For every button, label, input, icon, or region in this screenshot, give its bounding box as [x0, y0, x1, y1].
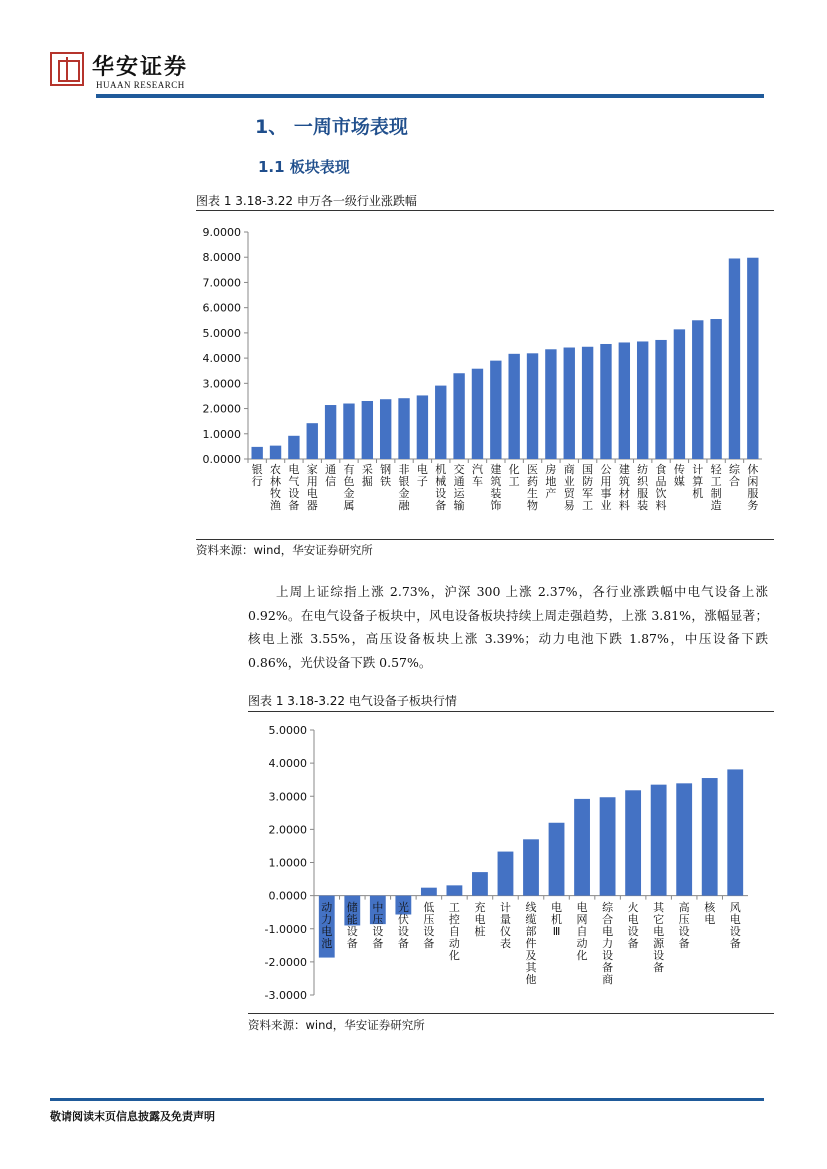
- y-tick-label: -3.0000: [264, 989, 307, 1002]
- bar: [472, 369, 483, 459]
- x-tick-label: 光伏设备: [397, 901, 409, 950]
- x-tick-label: 建筑装饰: [490, 463, 502, 512]
- x-tick-label: 核电: [704, 901, 716, 926]
- bar: [729, 258, 740, 459]
- y-tick-label: 8.0000: [202, 251, 241, 265]
- y-tick-label: 4.0000: [202, 352, 241, 366]
- y-tick-label: 3.0000: [202, 377, 241, 391]
- bar: [637, 341, 648, 459]
- figure2-top-rule: [248, 711, 774, 712]
- bar: [545, 349, 556, 459]
- figure1-bottom-rule: [196, 539, 774, 540]
- x-tick-label: 计量仪表: [499, 901, 511, 950]
- x-tick-label: 综合电力设备商: [602, 901, 614, 986]
- x-tick-label: 汽车: [471, 463, 483, 488]
- figure1-title: 图表 1 3.18-3.22 申万各一级行业涨跌幅: [196, 194, 417, 208]
- x-tick-label: 动力电池: [321, 901, 333, 950]
- bar: [288, 436, 299, 459]
- bar: [655, 340, 666, 459]
- x-tick-label: 有色金属: [343, 463, 355, 512]
- x-tick-label: 建筑材料: [618, 463, 630, 512]
- x-tick-label: 商业贸易: [563, 463, 575, 512]
- x-tick-label: 食品饮料: [655, 463, 667, 512]
- y-tick-label: 1.0000: [268, 856, 307, 870]
- bar: [727, 769, 743, 895]
- x-tick-label: 低压设备: [423, 901, 435, 950]
- x-tick-label: 国防军工: [582, 463, 594, 512]
- y-tick-label: 0.0000: [202, 453, 241, 466]
- figure2-title: 图表 1 3.18-3.22 电气设备子板块行情: [248, 694, 457, 708]
- x-tick-label: 中压设备: [372, 901, 384, 950]
- x-tick-label: 电子: [416, 463, 428, 488]
- x-tick-label: 钢铁: [380, 463, 392, 488]
- figure2-bottom-rule: [248, 1013, 774, 1014]
- x-tick-label: 火电设备: [627, 901, 639, 950]
- bar: [362, 401, 373, 459]
- x-tick-label: 纺织服装: [637, 463, 649, 512]
- bar: [523, 839, 539, 895]
- bar: [600, 797, 616, 895]
- bar: [270, 446, 281, 459]
- brand-logo-icon: [50, 52, 84, 86]
- x-tick-label: 高压设备: [678, 901, 690, 950]
- bar: [508, 354, 519, 459]
- x-tick-label: 计算机: [692, 463, 704, 500]
- y-tick-label: 2.0000: [268, 823, 307, 837]
- y-tick-label: 9.0000: [202, 226, 241, 239]
- x-tick-label: 其它电源设备: [653, 901, 665, 974]
- bar: [527, 353, 538, 459]
- x-tick-label: 线缆部件及其他: [525, 901, 537, 986]
- bar: [582, 347, 593, 459]
- x-tick-label: 农林牧渔: [270, 463, 282, 512]
- bar: [692, 320, 703, 459]
- bar: [307, 423, 318, 459]
- bar: [472, 872, 488, 896]
- bar: [453, 373, 464, 459]
- bar: [619, 342, 630, 459]
- x-tick-label: 工控自动化: [448, 901, 460, 962]
- bar: [251, 447, 262, 459]
- bar: [710, 319, 721, 459]
- brand-name-en: HUAAN RESEARCH: [96, 80, 185, 90]
- x-tick-label: 非银金融: [398, 463, 410, 512]
- header-rule: [96, 94, 764, 98]
- bar: [417, 395, 428, 459]
- x-tick-label: 充电桩: [474, 901, 486, 938]
- bar: [421, 888, 437, 896]
- figure2-chart: [248, 715, 774, 1011]
- x-tick-label: 综合: [728, 463, 740, 488]
- y-tick-label: 5.0000: [202, 326, 241, 340]
- bar: [651, 785, 667, 896]
- subsection-heading: 1.1 板块表现: [258, 158, 350, 176]
- y-tick-label: 5.0000: [268, 724, 307, 737]
- x-tick-label: 传媒: [673, 463, 685, 488]
- bar: [564, 348, 575, 459]
- y-tick-label: 4.0000: [268, 757, 307, 771]
- x-tick-label: 电网自动化: [576, 901, 588, 962]
- x-tick-label: 化工: [508, 463, 520, 488]
- x-tick-label: 银行: [251, 463, 263, 488]
- x-tick-label: 机械设备: [435, 463, 447, 512]
- y-tick-label: 7.0000: [202, 276, 241, 290]
- x-tick-label: 电气设备: [288, 463, 300, 512]
- bar: [398, 398, 409, 459]
- y-tick-label: -1.0000: [264, 922, 307, 936]
- y-tick-label: 0.0000: [268, 889, 307, 903]
- bar: [325, 405, 336, 459]
- x-tick-label: 房地产: [545, 463, 557, 500]
- bar: [674, 329, 685, 459]
- figure1-chart: [196, 214, 774, 538]
- y-tick-label: 3.0000: [268, 790, 307, 804]
- bar: [625, 790, 641, 895]
- x-tick-label: 采掘: [361, 463, 373, 488]
- figure1-top-rule: [196, 210, 774, 211]
- figure2-source: 资料来源：wind，华安证券研究所: [248, 1018, 425, 1032]
- x-tick-label: 轻工制造: [710, 463, 722, 512]
- bar: [498, 852, 514, 896]
- x-tick-label: 公用事业: [600, 463, 612, 512]
- bar: [435, 386, 446, 459]
- y-tick-label: 1.0000: [202, 427, 241, 441]
- x-tick-label: 电机 Ⅲ: [551, 901, 563, 938]
- x-tick-label: 通信: [325, 463, 337, 488]
- bar: [747, 258, 758, 459]
- x-tick-label: 家用电器: [306, 463, 318, 512]
- bar: [702, 778, 718, 896]
- bar: [446, 885, 462, 895]
- y-tick-label: 6.0000: [202, 301, 241, 315]
- section-heading: 1、 一周市场表现: [255, 116, 408, 138]
- x-tick-label: 医药生物: [527, 463, 539, 512]
- brand-name: 华安证券: [92, 54, 189, 80]
- bar: [574, 799, 590, 896]
- body-paragraph: 上周上证综指上涨 2.73%，沪深 300 上涨 2.37%，各行业涨跌幅中电气设备上涨 0.92%。在电气设备子板块中，风电设备板块持续上周走强趋势，上涨 3.81%，涨幅显著；核电上涨 3.55%，高压设备板块上涨 3.39%；动力电池下跌 1.87%，中压设备下跌 0.86%，光伏设备下跌 0.57%。: [248, 584, 768, 670]
- x-tick-label: 储能设备: [346, 901, 358, 950]
- figure1-source: 资料来源：wind，华安证券研究所: [196, 543, 373, 557]
- bar: [600, 344, 611, 459]
- bar: [549, 823, 565, 896]
- bar: [490, 361, 501, 459]
- footer-rule: [50, 1098, 764, 1101]
- x-tick-label: 风电设备: [729, 901, 741, 950]
- bar: [380, 399, 391, 459]
- y-tick-label: -2.0000: [264, 955, 307, 969]
- disclaimer-footer: 敬请阅读末页信息披露及免责声明: [50, 1110, 215, 1123]
- y-tick-label: 2.0000: [202, 402, 241, 416]
- x-tick-label: 交通运输: [453, 463, 465, 512]
- bar: [343, 404, 354, 459]
- bar: [676, 783, 692, 895]
- x-tick-label: 休闲服务: [747, 463, 759, 512]
